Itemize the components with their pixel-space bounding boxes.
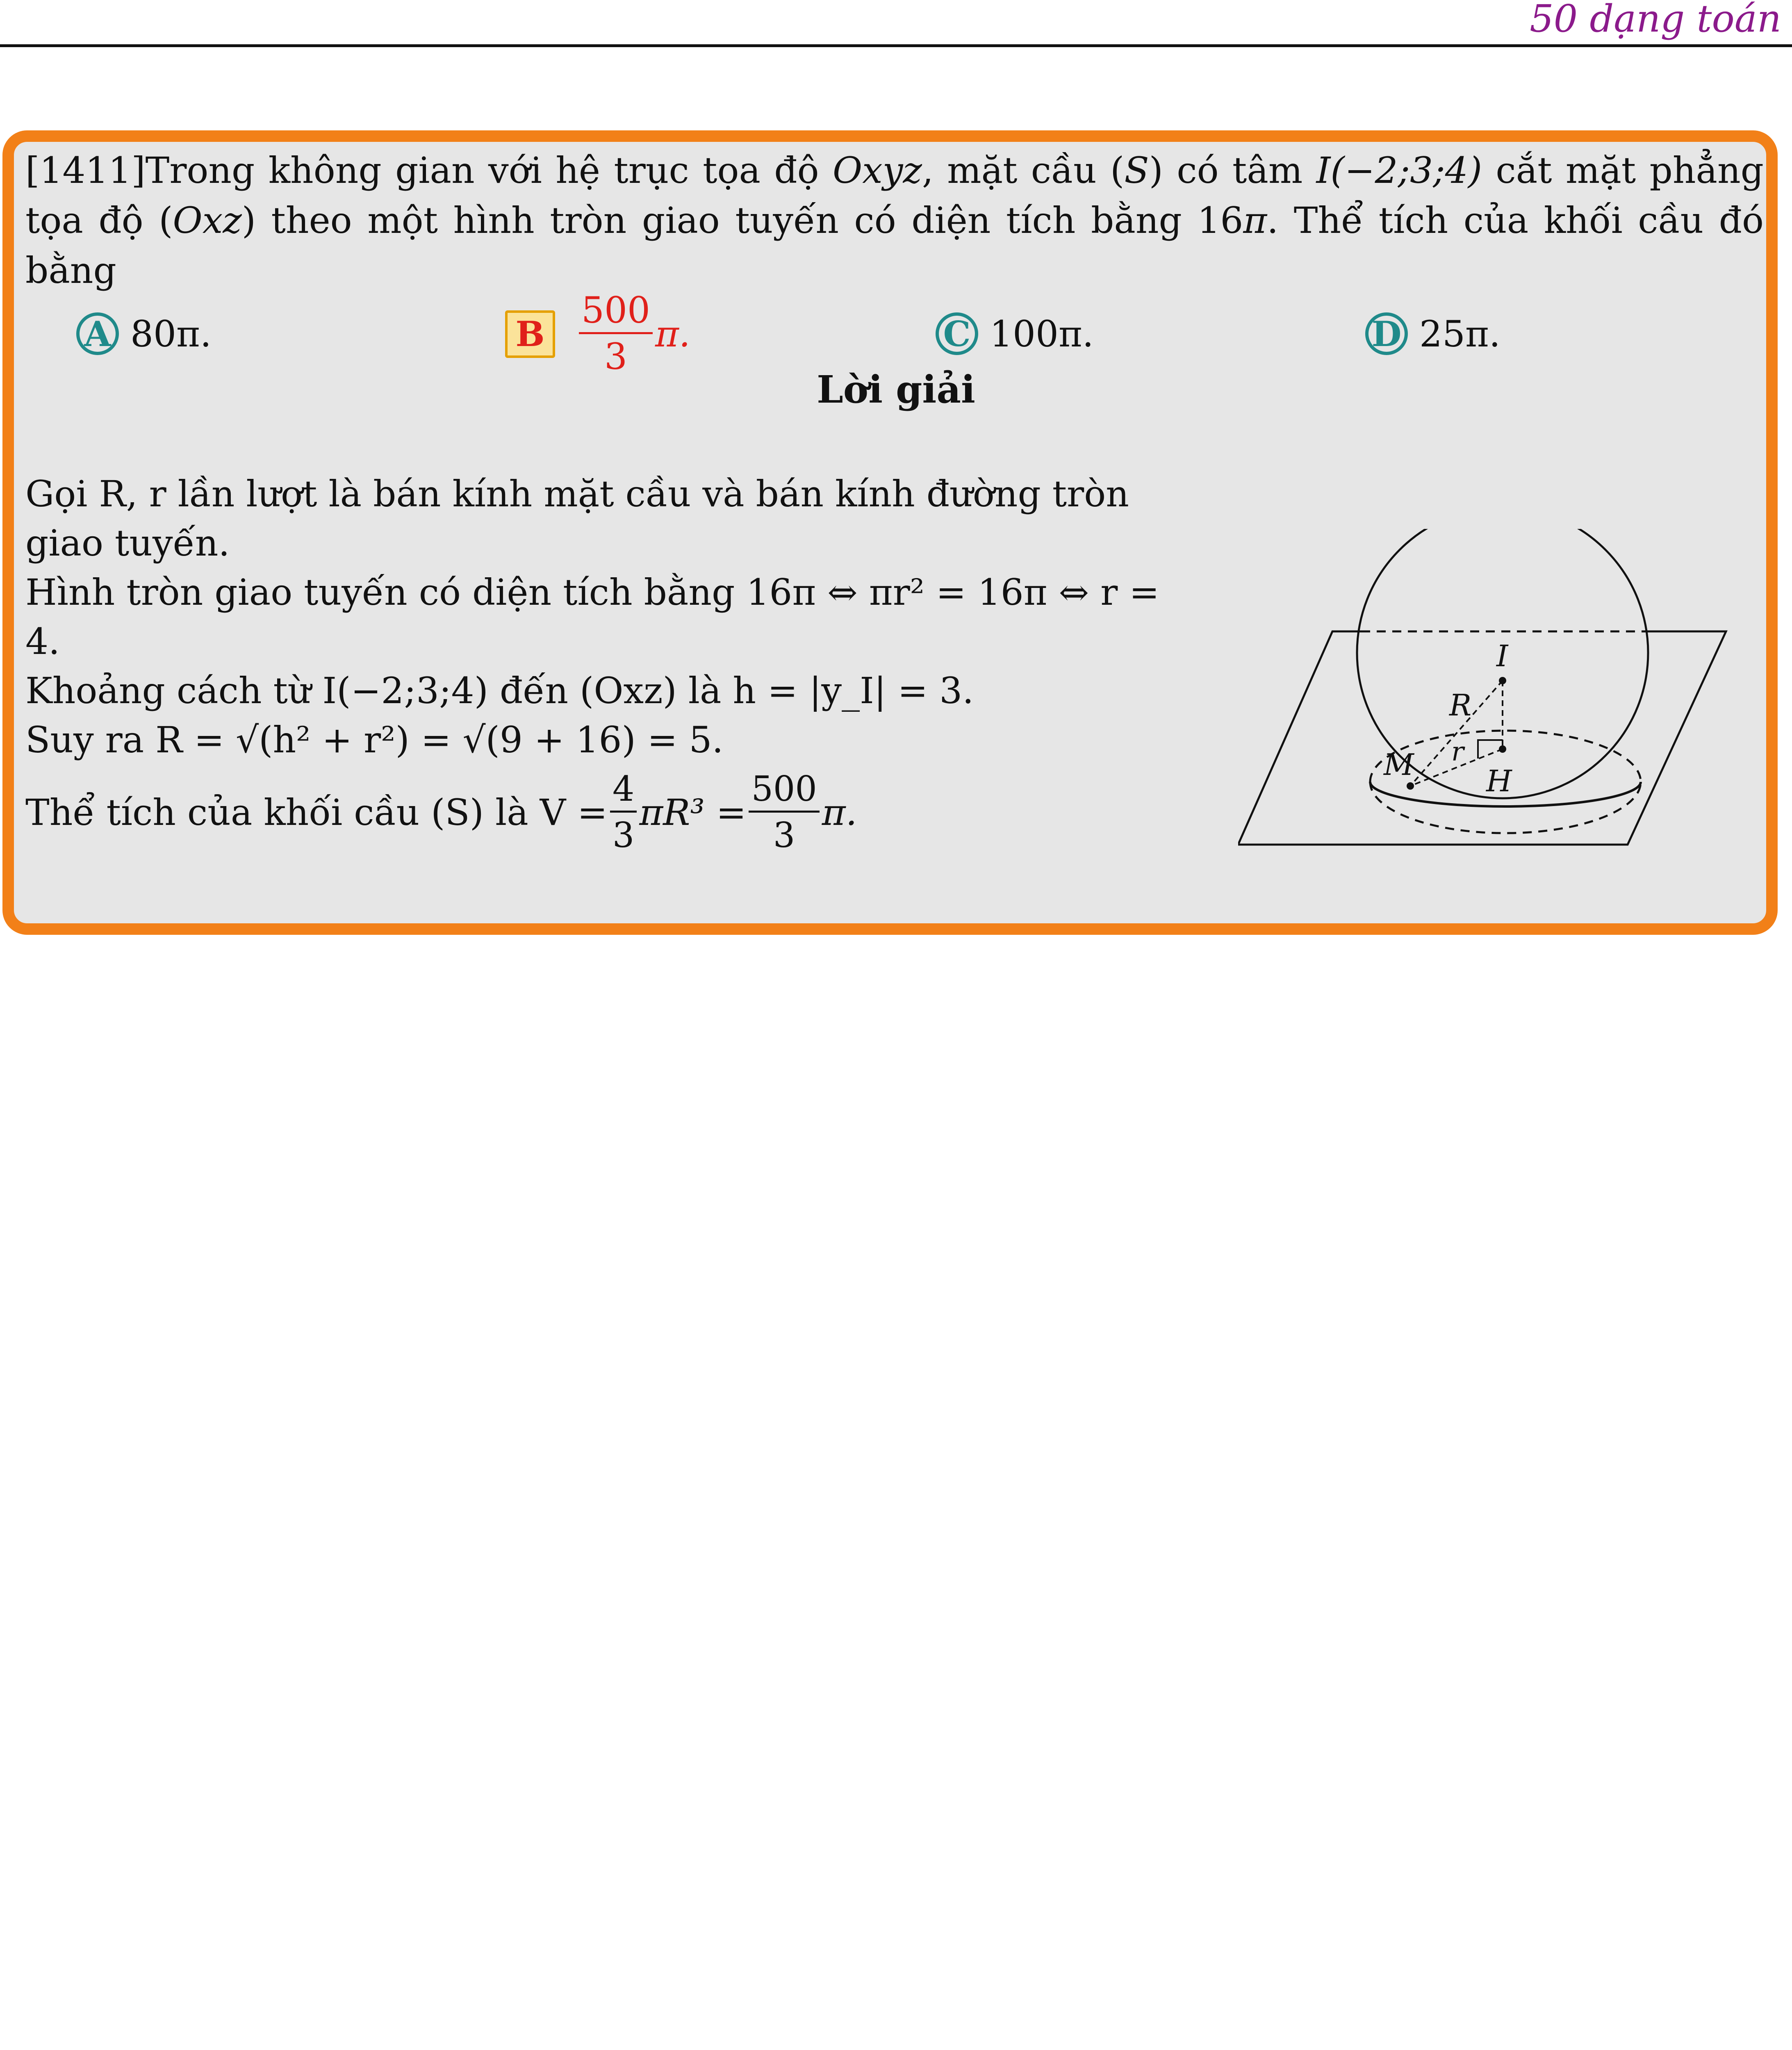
solution-line-7-mid: πR³ =: [639, 791, 747, 834]
question-part: ) có tâm: [1149, 149, 1316, 191]
option-d-label: D: [1365, 312, 1408, 355]
fraction-numerator: 500: [749, 767, 819, 813]
point-i: [1499, 677, 1506, 684]
math-s: S: [1124, 149, 1149, 191]
option-a[interactable]: [76, 312, 212, 355]
right-angle-mark: [1478, 740, 1503, 758]
option-b-numerator: 500: [579, 289, 653, 334]
solution-line-7-end: π.: [822, 791, 857, 834]
fraction-denominator: 3: [612, 815, 635, 855]
option-b-fraction: [579, 289, 653, 379]
solution-line-1: Gọi R, r lần lượt là bán kính mặt cầu và bán kính đường tròn: [25, 473, 1129, 515]
plane-shape: [1238, 631, 1726, 845]
question-part: . Thể tích của khối cầu đó bằng: [25, 199, 1764, 292]
fraction-4-3: [610, 767, 637, 858]
question-part: cắt mặt phẳng tọa độ (: [25, 149, 1764, 241]
option-b[interactable]: [505, 289, 690, 379]
math-oxyz: Oxyz: [832, 149, 922, 191]
option-d-value: 25π.: [1419, 312, 1501, 355]
sphere-plane-figure: [1238, 529, 1742, 861]
option-c[interactable]: [936, 312, 1094, 355]
option-c-label: C: [936, 312, 978, 355]
math-pi: π: [1243, 199, 1267, 241]
solution-line-2: giao tuyến.: [25, 522, 230, 564]
solution-body: [25, 469, 1173, 858]
label-r-big: R: [1449, 688, 1472, 722]
label-m: M: [1384, 747, 1414, 782]
math-center: I(−2;3;4): [1316, 149, 1482, 191]
solution-line-5: Khoảng cách từ I(−2;3;4) đến (Oxz) là h = |y_I| = 3.: [25, 670, 974, 712]
fraction-500-3: [749, 767, 819, 858]
math-oxz: Oxz: [173, 199, 242, 241]
page-header-title: 50 dạng toán: [1530, 0, 1781, 41]
question-number: [1411]: [25, 149, 146, 191]
solution-line-7: [25, 767, 1173, 858]
option-d[interactable]: [1365, 312, 1501, 355]
option-c-value: 100π.: [990, 312, 1094, 355]
option-a-label: A: [76, 312, 119, 355]
solution-line-6: Suy ra R = √(h² + r²) = √(9 + 16) = 5.: [25, 719, 724, 761]
question-text: [25, 146, 1764, 296]
question-part: Trong không gian với hệ trục tọa độ: [145, 149, 833, 191]
option-a-value: 80π.: [130, 312, 212, 355]
option-b-label: B: [505, 310, 555, 358]
point-m: [1407, 782, 1414, 790]
option-b-value: [576, 289, 690, 379]
label-h: H: [1486, 764, 1512, 798]
header-rule: [0, 44, 1792, 47]
question-part: ) theo một hình tròn giao tuyến có diện tích bằng 16: [241, 199, 1243, 241]
solution-line-7-text: Thể tích của khối cầu (S) là V =: [25, 791, 608, 834]
label-i: I: [1496, 639, 1508, 673]
option-b-denominator: 3: [604, 335, 627, 378]
question-part: , mặt cầu (: [922, 149, 1125, 191]
fraction-numerator: 4: [610, 767, 637, 813]
solution-line-4: 4.: [25, 620, 60, 663]
option-b-suffix: π.: [655, 313, 690, 355]
solution-title: Lời giải: [817, 367, 975, 412]
solution-line-3: Hình tròn giao tuyến có diện tích bằng 16π ⇔ πr² = 16π ⇔ r =: [25, 571, 1159, 613]
label-r-small: r: [1451, 737, 1464, 767]
fraction-denominator: 3: [773, 815, 795, 855]
point-h: [1499, 745, 1506, 753]
